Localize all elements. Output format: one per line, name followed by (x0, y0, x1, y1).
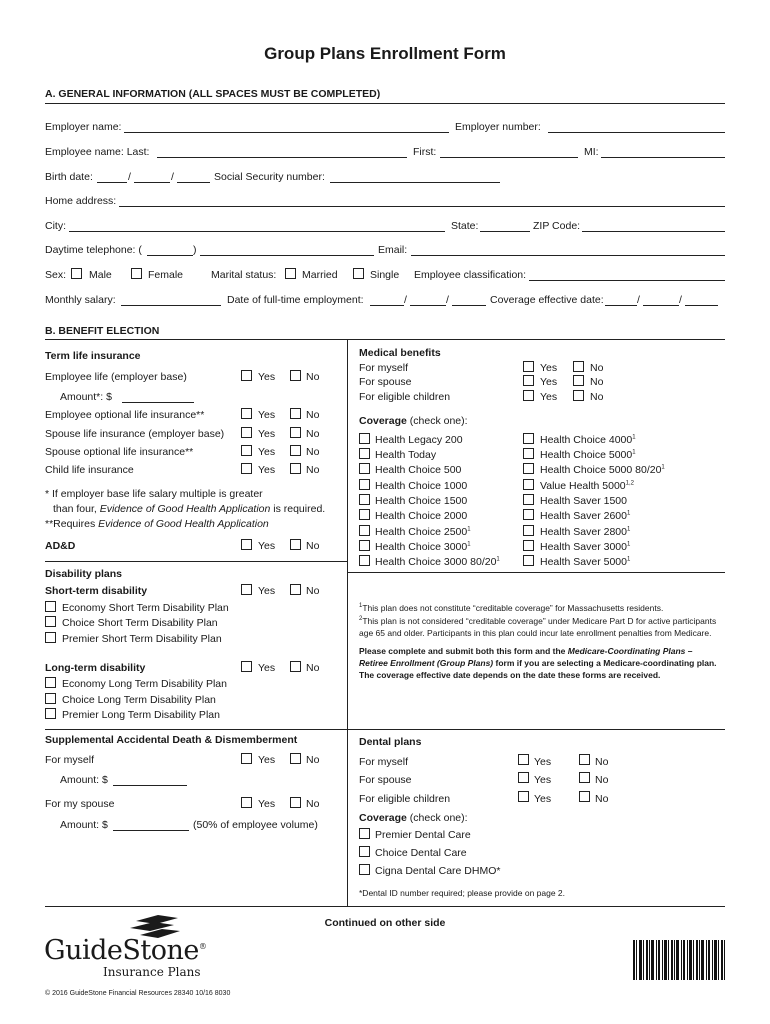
no-label: No (306, 798, 320, 810)
dental-children-no-checkbox[interactable] (579, 791, 590, 802)
coverage-word: Coverage (359, 812, 407, 824)
yes-label: Yes (258, 585, 276, 597)
medical-option-sup: 1 (626, 526, 631, 533)
dental-coverage-label (359, 812, 468, 824)
yes-label: Yes (540, 391, 558, 403)
life-note-1: * If employer base life salary multiple is greater (45, 488, 263, 500)
employee-optional-no-checkbox[interactable] (290, 408, 301, 419)
coverage-effective-label: Coverage effective date: (490, 294, 604, 306)
medical-option-checkbox[interactable] (359, 463, 370, 474)
section-a-rule (45, 103, 725, 104)
section-a-heading: A. GENERAL INFORMATION (ALL SPACES MUST BE COMPLETED) (45, 88, 381, 100)
mid-rule (45, 729, 725, 730)
medical-option-text: Health Saver 2800 (540, 526, 627, 538)
employee-life-label: Employee life (employer base) (45, 371, 187, 383)
birth-day-field[interactable] (134, 182, 170, 183)
medical-option-text: Health Choice 4000 (540, 434, 633, 446)
medical-option-label (540, 541, 630, 553)
yes-label: Yes (540, 362, 558, 374)
logo-wordmark (44, 935, 206, 966)
medical-option-checkbox[interactable] (359, 525, 370, 536)
ssn-field[interactable] (330, 182, 500, 183)
footnote-1-text: This plan does not constitute “creditable coverage” for Massachusetts residents. (362, 603, 664, 613)
logo-name: GuideStone (44, 935, 199, 966)
paren-close: ) (193, 244, 197, 256)
medical-option-text: Health Saver 2600 (540, 510, 627, 522)
dental-cigna-checkbox[interactable] (359, 864, 370, 875)
single-checkbox[interactable] (353, 268, 364, 279)
medical-option-sup: 1 (626, 541, 631, 548)
med-myself-no-checkbox[interactable] (573, 361, 584, 372)
footnote-2 (359, 615, 721, 639)
barcode (633, 940, 725, 980)
dental-plans-heading: Dental plans (359, 736, 422, 748)
dental-spouse-label: For spouse (359, 774, 412, 786)
yes-label: Yes (258, 540, 276, 552)
medicare-note-post: form if you are selecting a Medicare-coordinating plan. The coverage effective date depends on the date these forms are received. (359, 658, 717, 680)
male-label: Male (89, 269, 112, 281)
medical-option-label (540, 526, 630, 538)
medicare-note-pre: Please complete and submit both this form and the (359, 646, 568, 656)
life-note-3-em: Evidence of Good Health Application (98, 518, 269, 530)
medical-option-label (375, 434, 463, 446)
employee-optional-yes-checkbox[interactable] (241, 408, 252, 419)
medical-option-label (375, 449, 436, 461)
medical-option-label (375, 464, 461, 476)
std-choice-checkbox[interactable] (45, 616, 56, 627)
zip-field[interactable] (582, 231, 725, 232)
supp-myself-no-checkbox[interactable] (290, 753, 301, 764)
no-label: No (306, 662, 320, 674)
footnote-1-sup: 1 (359, 603, 363, 610)
disability-rule (45, 561, 347, 562)
spouse-optional-label: Spouse optional life insurance** (45, 446, 194, 458)
employee-life-yes-checkbox[interactable] (241, 370, 252, 381)
disability-plans-heading: Disability plans (45, 568, 123, 580)
medical-option-checkbox[interactable] (359, 555, 370, 566)
first-name-label: First: (413, 146, 437, 158)
no-label: No (306, 428, 320, 440)
coverage-day-field[interactable] (643, 305, 679, 306)
fulltime-year-field[interactable] (452, 305, 486, 306)
term-life-heading: Term life insurance (45, 350, 141, 362)
medical-option-checkbox[interactable] (523, 509, 534, 520)
dental-spouse-no-checkbox[interactable] (579, 772, 590, 783)
dental-myself-no-checkbox[interactable] (579, 754, 590, 765)
coverage-month-field[interactable] (605, 305, 637, 306)
phone-number-field[interactable] (200, 255, 374, 256)
medical-option-checkbox[interactable] (359, 540, 370, 551)
life-note-2 (53, 503, 325, 515)
medical-option-text: Health Saver 1500 (540, 495, 627, 507)
medical-option-label (540, 510, 630, 522)
dental-premier-checkbox[interactable] (359, 828, 370, 839)
dental-children-yes-checkbox[interactable] (518, 791, 529, 802)
logo-reg: ® (198, 942, 207, 951)
medical-option-label (540, 480, 634, 492)
yes-label: Yes (258, 446, 276, 458)
column-divider (347, 339, 348, 907)
short-term-heading: Short-term disability (45, 585, 148, 597)
employee-life-no-checkbox[interactable] (290, 370, 301, 381)
ssn-label: Social Security number: (214, 171, 325, 183)
medical-option-text: Health Legacy 200 (375, 434, 463, 446)
add-yes-checkbox[interactable] (241, 539, 252, 550)
supp-amount-label: Amount: $ (60, 774, 108, 786)
coverage-word: Coverage (359, 415, 407, 427)
medical-benefits-heading: Medical benefits (359, 347, 441, 359)
birth-month-field[interactable] (97, 182, 127, 183)
med-children-label: For eligible children (359, 391, 451, 403)
supp-spouse-label: For my spouse (45, 798, 115, 810)
yes-label: Yes (258, 409, 276, 421)
check-one: (check one): (406, 415, 468, 427)
city-label: City: (45, 220, 66, 232)
female-checkbox[interactable] (131, 268, 142, 279)
date-slash: / (679, 294, 682, 306)
state-label: State: (451, 220, 479, 232)
married-checkbox[interactable] (285, 268, 296, 279)
std-economy-checkbox[interactable] (45, 601, 56, 612)
dental-note: *Dental ID number required; please provide on page 2. (359, 888, 566, 898)
employee-last-label: Employee name: Last: (45, 146, 150, 158)
amount-star-field[interactable] (122, 402, 194, 403)
medical-option-checkbox[interactable] (523, 463, 534, 474)
employer-name-field[interactable] (124, 132, 449, 133)
ltd-option-label: Economy Long Term Disability Plan (62, 678, 227, 690)
single-label: Single (370, 269, 400, 281)
first-name-field[interactable] (440, 157, 578, 158)
state-field[interactable] (480, 231, 530, 232)
dental-myself-yes-checkbox[interactable] (518, 754, 529, 765)
med-spouse-no-checkbox[interactable] (573, 375, 584, 386)
sex-label: Sex: (45, 269, 67, 281)
ltd-premier-checkbox[interactable] (45, 708, 56, 719)
dental-option-label: Choice Dental Care (375, 847, 467, 859)
fulltime-date-label: Date of full-time employment: (227, 294, 364, 306)
add-no-checkbox[interactable] (290, 539, 301, 550)
no-label: No (595, 774, 609, 786)
medical-option-label (540, 556, 630, 568)
medical-option-label (375, 480, 467, 492)
child-life-no-checkbox[interactable] (290, 463, 301, 474)
medical-option-checkbox[interactable] (523, 433, 534, 444)
dental-myself-label: For myself (359, 756, 409, 768)
no-label: No (306, 585, 320, 597)
medical-option-sup: 1 (632, 434, 636, 441)
supp-amount-label: Amount: $ (60, 819, 108, 831)
yes-label: Yes (258, 464, 276, 476)
yes-label: Yes (258, 428, 276, 440)
medical-option-sup: 1 (661, 464, 665, 471)
supp-spouse-yes-checkbox[interactable] (241, 797, 252, 808)
section-b-heading: B. BENEFIT ELECTION (45, 325, 160, 337)
employee-optional-label: Employee optional life insurance** (45, 409, 205, 421)
medical-option-text: Health Saver 3000 (540, 541, 627, 553)
no-label: No (595, 756, 609, 768)
employer-number-field[interactable] (548, 132, 725, 133)
date-slash: / (446, 294, 449, 306)
life-note-2-post: is required. (270, 503, 326, 515)
medical-option-text: Health Choice 5000 (540, 449, 633, 461)
medical-option-text: Health Choice 1500 (375, 495, 468, 507)
birth-date-label: Birth date: (45, 171, 93, 183)
med-children-no-checkbox[interactable] (573, 390, 584, 401)
no-label: No (306, 754, 320, 766)
std-option-label: Choice Short Term Disability Plan (62, 617, 218, 629)
male-checkbox[interactable] (71, 268, 82, 279)
child-life-yes-checkbox[interactable] (241, 463, 252, 474)
long-term-yes-checkbox[interactable] (241, 661, 252, 672)
ltd-economy-checkbox[interactable] (45, 677, 56, 688)
no-label: No (595, 793, 609, 805)
percent-note: (50% of employee volume) (193, 819, 318, 831)
medical-option-checkbox[interactable] (523, 540, 534, 551)
employer-name-label: Employer name: (45, 121, 122, 133)
medical-option-checkbox[interactable] (523, 494, 534, 505)
short-term-no-checkbox[interactable] (290, 584, 301, 595)
no-label: No (306, 464, 320, 476)
medical-option-sup: 1 (626, 510, 631, 517)
ltd-option-label: Premier Long Term Disability Plan (62, 709, 220, 721)
daytime-phone-label: Daytime telephone: ( (45, 244, 142, 256)
birth-year-field[interactable] (177, 182, 210, 183)
home-address-field[interactable] (119, 206, 725, 207)
section-b-rule (45, 339, 725, 340)
medical-option-checkbox[interactable] (523, 525, 534, 536)
fulltime-day-field[interactable] (410, 305, 446, 306)
yes-label: Yes (534, 756, 552, 768)
yes-label: Yes (534, 793, 552, 805)
no-label: No (590, 362, 604, 374)
medical-option-sup: 1 (467, 526, 471, 533)
medical-option-text: Health Choice 2500 (375, 526, 468, 538)
ltd-choice-checkbox[interactable] (45, 693, 56, 704)
medical-option-text: Health Saver 5000 (540, 556, 627, 568)
life-note-2-em: Evidence of Good Health Application (99, 503, 271, 515)
medical-option-label (540, 495, 627, 507)
supp-myself-yes-checkbox[interactable] (241, 753, 252, 764)
date-slash: / (404, 294, 407, 306)
medical-option-text: Health Choice 1000 (375, 480, 468, 492)
medical-option-checkbox[interactable] (359, 448, 370, 459)
email-label: Email: (378, 244, 408, 256)
fulltime-month-field[interactable] (370, 305, 404, 306)
female-label: Female (148, 269, 184, 281)
med-myself-yes-checkbox[interactable] (523, 361, 534, 372)
employee-classification-field[interactable] (529, 280, 725, 281)
medical-option-text: Health Today (375, 449, 437, 461)
medical-option-text: Health Choice 3000 (375, 541, 468, 553)
mi-label: MI: (584, 146, 599, 158)
spouse-life-label: Spouse life insurance (employer base) (45, 428, 225, 440)
footnote-2-sup: 2 (359, 616, 363, 623)
email-field[interactable] (411, 255, 725, 256)
medical-option-label (375, 495, 467, 507)
medical-option-checkbox[interactable] (523, 555, 534, 566)
medical-option-label (375, 556, 500, 568)
medical-option-text: Health Choice 3000 80/20 (375, 556, 497, 568)
no-label: No (306, 371, 320, 383)
no-label: No (306, 409, 320, 421)
medical-option-sup: 1 (496, 556, 500, 563)
medical-option-checkbox[interactable] (359, 479, 370, 490)
yes-label: Yes (258, 754, 276, 766)
no-label: No (306, 540, 320, 552)
med-myself-label: For myself (359, 362, 409, 374)
medical-option-text: Value Health 5000 (540, 480, 626, 492)
employer-number-label: Employer number: (455, 121, 541, 133)
medicare-note-em: Medicare-Coordinating Plans – Retiree Enrollment (Group Plans) (359, 646, 693, 668)
std-premier-checkbox[interactable] (45, 632, 56, 643)
spouse-optional-yes-checkbox[interactable] (241, 445, 252, 456)
medical-option-label (375, 510, 467, 522)
city-field[interactable] (69, 231, 445, 232)
life-note-2-pre: than four, (53, 503, 100, 515)
employee-last-field[interactable] (157, 157, 407, 158)
life-note-3 (45, 518, 269, 530)
supp-spouse-no-checkbox[interactable] (290, 797, 301, 808)
married-label: Married (302, 269, 338, 281)
date-slash: / (171, 171, 174, 183)
medical-option-text: Health Choice 2000 (375, 510, 468, 522)
spouse-life-no-checkbox[interactable] (290, 427, 301, 438)
medical-option-sup: 1,2 (625, 480, 634, 487)
medical-option-sup: 1 (467, 541, 471, 548)
home-address-label: Home address: (45, 195, 117, 207)
monthly-salary-field[interactable] (121, 305, 221, 306)
child-life-label: Child life insurance (45, 464, 134, 476)
medical-option-checkbox[interactable] (359, 509, 370, 520)
yes-label: Yes (258, 662, 276, 674)
add-heading: AD&D (45, 540, 76, 552)
monthly-salary-label: Monthly salary: (45, 294, 116, 306)
footer-copyright: © 2016 GuideStone Financial Resources 28340 10/16 8030 (45, 990, 231, 997)
area-code-field[interactable] (147, 255, 193, 256)
medical-option-checkbox[interactable] (359, 494, 370, 505)
med-spouse-label: For spouse (359, 376, 412, 388)
medical-option-checkbox[interactable] (359, 433, 370, 444)
marital-status-label: Marital status: (211, 269, 277, 281)
medical-option-label (375, 526, 471, 538)
dental-spouse-yes-checkbox[interactable] (518, 772, 529, 783)
dental-children-label: For eligible children (359, 793, 451, 805)
logo-subtitle: Insurance Plans (103, 965, 201, 979)
coverage-year-field[interactable] (685, 305, 718, 306)
employee-classification-label: Employee classification: (414, 269, 527, 281)
dental-option-label: Premier Dental Care (375, 829, 471, 841)
medical-option-label (375, 541, 471, 553)
std-option-label: Economy Short Term Disability Plan (62, 602, 229, 614)
bottom-rule (45, 906, 725, 907)
yes-label: Yes (534, 774, 552, 786)
yes-label: Yes (258, 798, 276, 810)
med-spouse-yes-checkbox[interactable] (523, 375, 534, 386)
medical-option-checkbox[interactable] (523, 448, 534, 459)
short-term-yes-checkbox[interactable] (241, 584, 252, 595)
check-one: (check one): (406, 812, 468, 824)
medical-option-label (540, 449, 636, 461)
supp-myself-amount-field[interactable] (113, 785, 187, 786)
no-label: No (590, 376, 604, 388)
yes-label: Yes (258, 371, 276, 383)
spouse-optional-no-checkbox[interactable] (290, 445, 301, 456)
continued-note: Continued on other side (324, 917, 446, 929)
footnote-1 (359, 602, 721, 614)
medicare-note (359, 645, 721, 681)
medical-option-label (540, 434, 636, 446)
medical-option-text: Health Choice 500 (375, 464, 462, 476)
supp-myself-label: For myself (45, 754, 95, 766)
long-term-no-checkbox[interactable] (290, 661, 301, 672)
std-option-label: Premier Short Term Disability Plan (62, 633, 222, 645)
medical-option-sup: 1 (632, 449, 636, 456)
spouse-life-yes-checkbox[interactable] (241, 427, 252, 438)
zip-label: ZIP Code: (533, 220, 581, 232)
date-slash: / (637, 294, 640, 306)
supplemental-heading: Supplemental Accidental Death & Dismemberment (45, 734, 298, 746)
amount-star-label: Amount*: $ (60, 391, 112, 403)
no-label: No (590, 391, 604, 403)
long-term-heading: Long-term disability (45, 662, 146, 674)
medical-option-text: Health Choice 5000 80/20 (540, 464, 662, 476)
supp-spouse-amount-field[interactable] (113, 830, 189, 831)
dental-option-label: Cigna Dental Care DHMO* (375, 865, 501, 877)
dental-choice-checkbox[interactable] (359, 846, 370, 857)
footnote-2-text: This plan is not considered “creditable coverage” under Medicare Part D for active participants age 65 and older. Participants in this plan could incur late enrollment penalties from Medicare. (359, 616, 717, 638)
medical-option-checkbox[interactable] (523, 479, 534, 490)
medical-coverage-label (359, 415, 468, 427)
form-title: Group Plans Enrollment Form (264, 44, 506, 63)
mi-field[interactable] (601, 157, 725, 158)
med-children-yes-checkbox[interactable] (523, 390, 534, 401)
no-label: No (306, 446, 320, 458)
medical-option-label (540, 464, 665, 476)
yes-label: Yes (540, 376, 558, 388)
life-note-3-pre: **Requires (45, 518, 99, 530)
medical-options-rule (347, 572, 725, 573)
ltd-option-label: Choice Long Term Disability Plan (62, 694, 216, 706)
medical-option-sup: 1 (626, 556, 631, 563)
date-slash: / (128, 171, 131, 183)
